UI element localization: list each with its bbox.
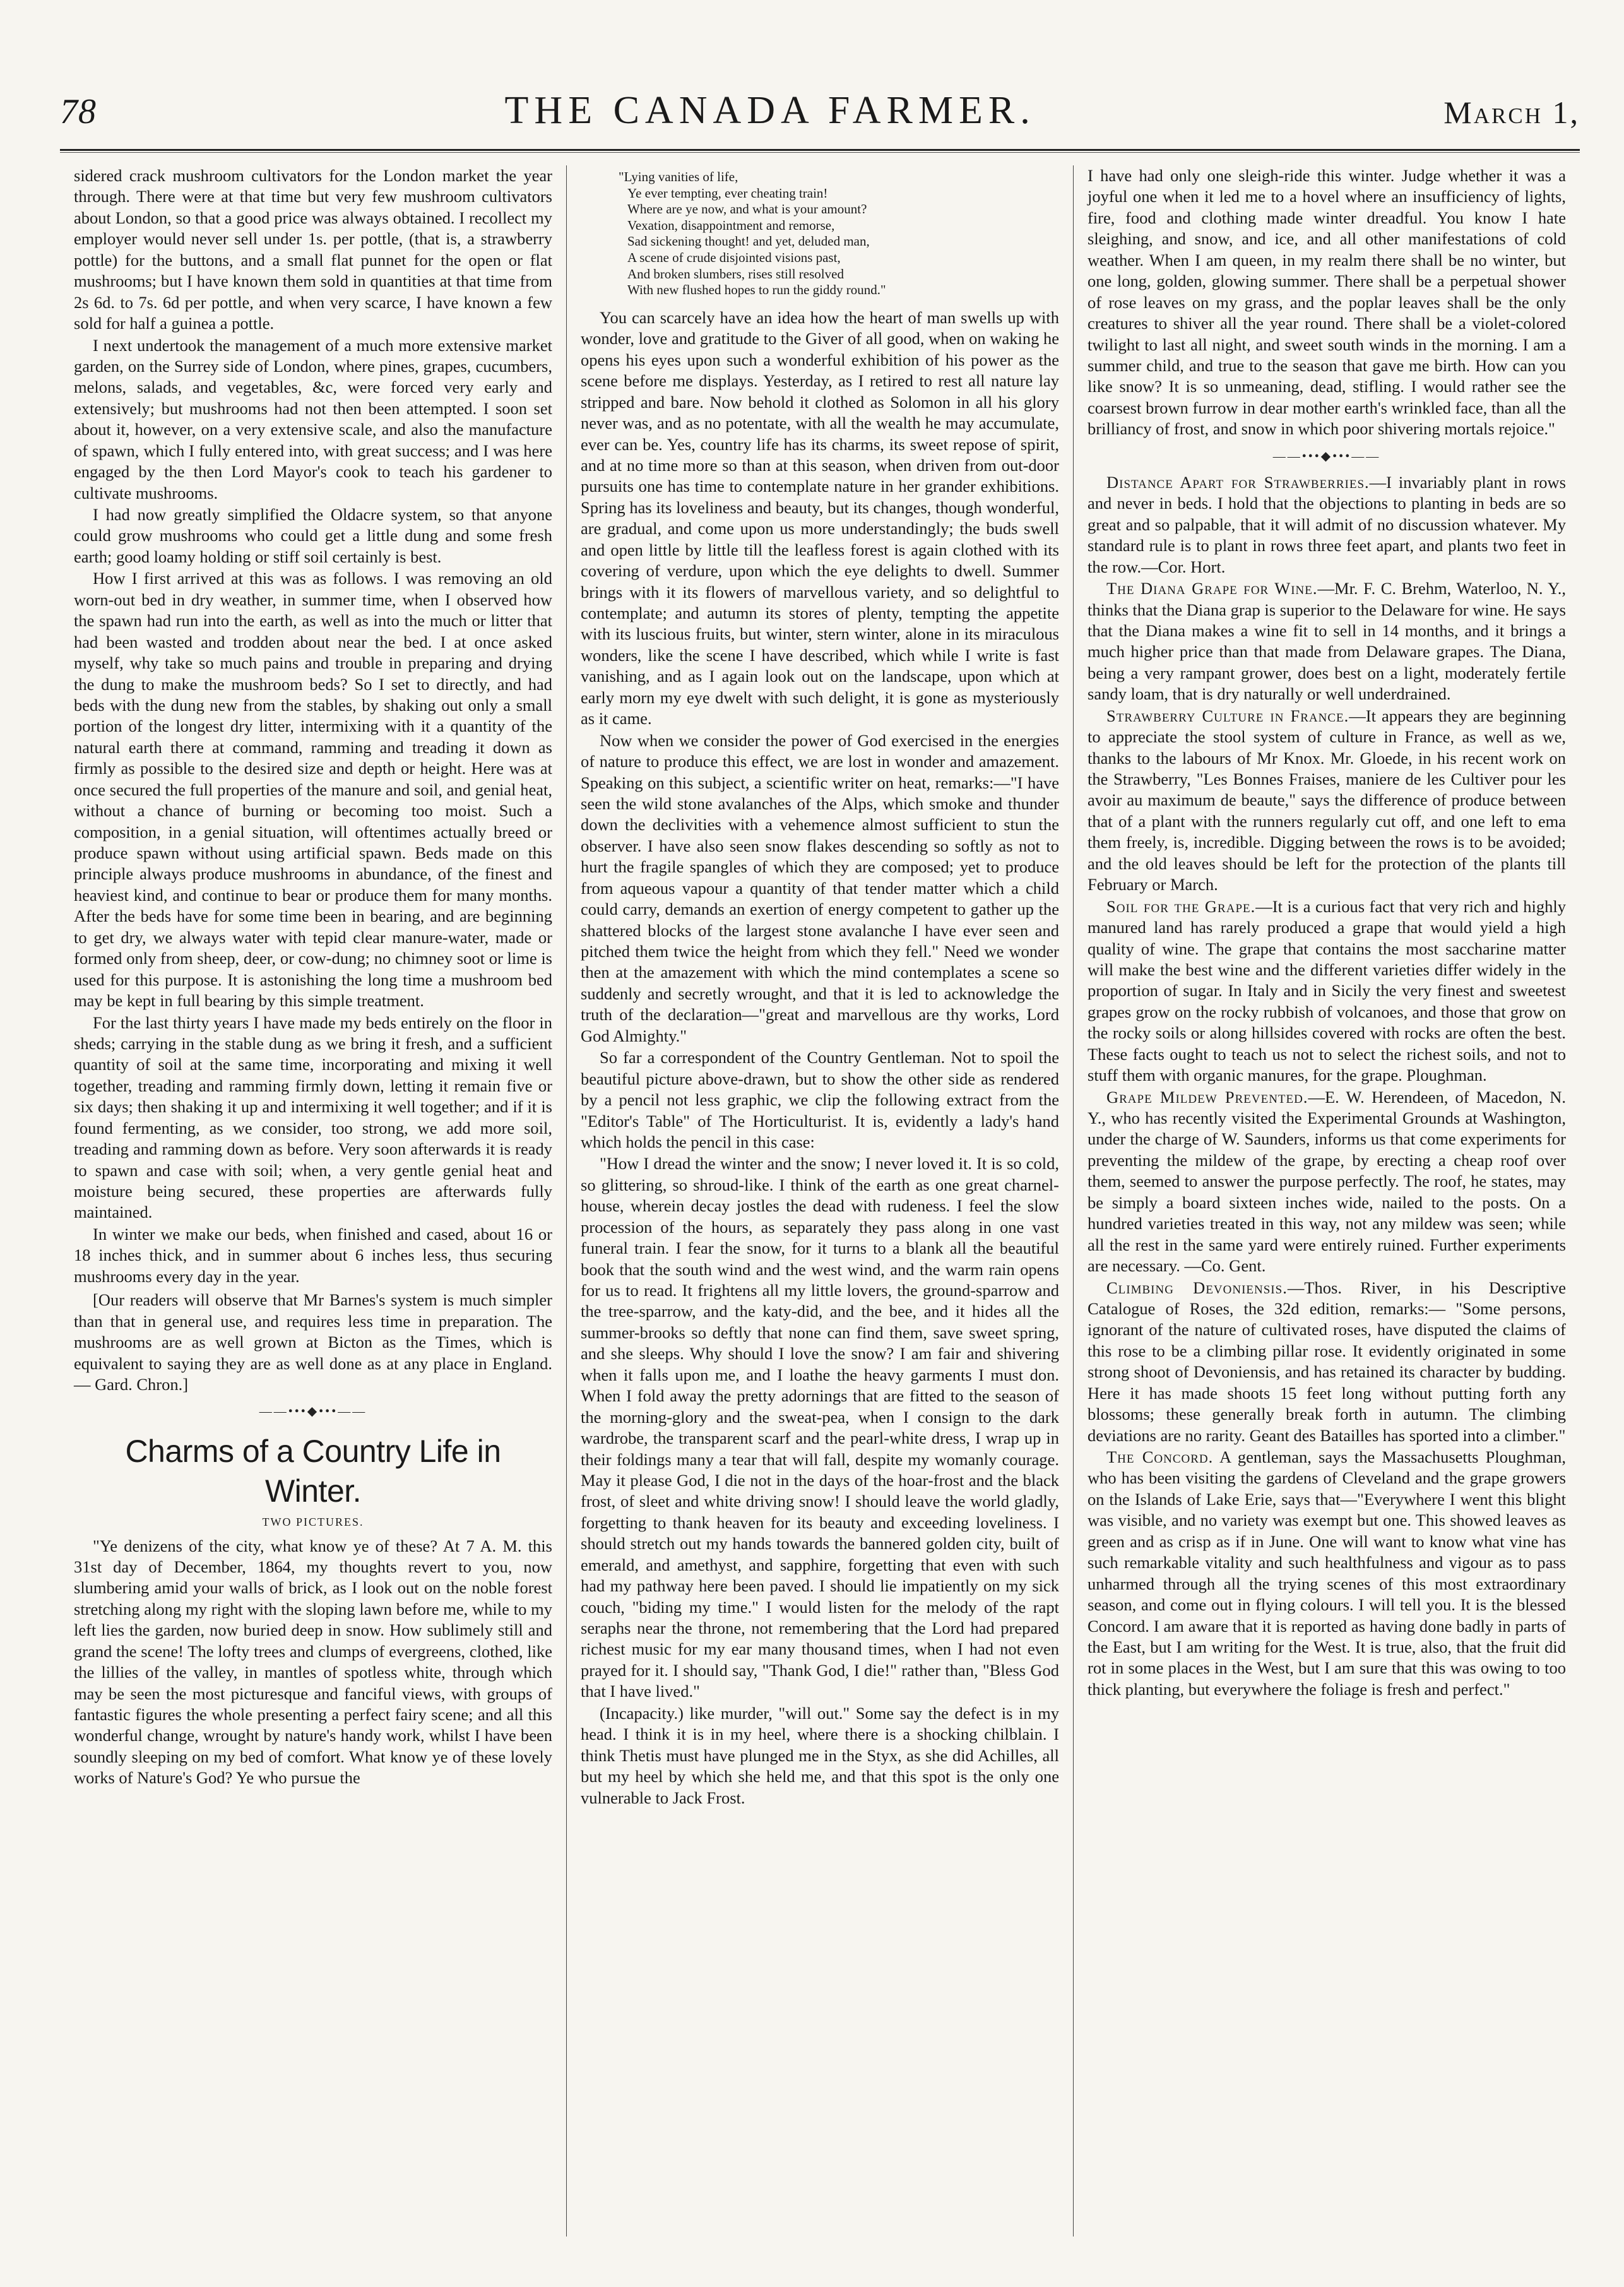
item-title: Soil for the Grape. xyxy=(1106,896,1256,916)
paragraph: (Incapacity.) like murder, "will out." Some say the defect is in my head. I think it is in my heel, where there is a shocking chilblain. I think Thetis must have plunged me in the Styx, as she did Achilles, all but my heel by which she held me, and that this spot is the only one vulnerable to Jack Frost. xyxy=(581,1703,1059,1807)
item-title: The Diana Grape for Wine. xyxy=(1106,579,1318,598)
item-body: —It appears they are beginning to appreciate the stool system of culture in France, as well as we, thanks to the labours of Mr Knox. Mr. Gloede, in his recent work on the Strawberry, "Les Bonnes Fraises, maniere de les Cultiver pour les avoir au maximum de beaute," says the difference of produce between that of a plant with the runners regularly cut off, and one left to ema them freely, is, incredible. Digging between the rows is to be avoided; and the old leaves should be left for the protection of the plants till February or March. xyxy=(1088,706,1566,894)
poem-quote xyxy=(581,169,1059,299)
news-item xyxy=(1088,896,1566,1086)
item-title: The Concord. xyxy=(1106,1447,1214,1467)
item-title: Grape Mildew Prevented. xyxy=(1106,1087,1308,1107)
article-columns xyxy=(60,165,1580,2237)
ornament-divider: ——•••◆•••—— xyxy=(1272,449,1381,463)
paragraph: I have had only one sleigh-ride this winter. Judge whether it was a joyful one when it led me to a hovel where an insufficiency of lights, fire, food and clothing made winter dreadful. You know I hate sleighing, and snow, and ice, and all other manifestations of cold weather. When I am queen, in my realm there shall be no winter, but one long, golden, glowing summer. There shall be a perpetual shower of rose leaves on my grass, and the poplar leaves shall be the only creatures to shiver all the year round. There shall be a violet-colored twilight to last all night, and sweet south winds in the morning. I am a summer child, and true to the season that gave me birth. How can you like snow? It is so unmeaning, dead, stifling. I would rather see the coarsest brown furrow in dear mother earth's wrinkled face, than all the brilliancy of frost, and snow in which poor shivering mortals rejoice." xyxy=(1088,166,1566,439)
article-subheading: TWO PICTURES. xyxy=(262,1515,364,1528)
column-3 xyxy=(1073,165,1580,2237)
poem-line: With new flushed hopes to run the giddy round." xyxy=(627,282,886,298)
poem-line: And broken slumbers, rises still resolved xyxy=(627,266,844,282)
paragraph: For the last thirty years I have made my beds entirely on the floor in sheds; carrying in the stable dung as we bring it fresh, and a sufficient quantity of soil at the same time, incorporating and mixing it well together, treading and ramming firmly down, letting it remain five or six days; then shaking it up and intermixing it well together; and if it is found fermenting, as we consider, too strong, we add more soil, treading and ramming down as before. Very soon afterwards it is ready to spawn and case with soil; when, a very gentle genial heat and moisture being secured, these properties are afterwards fully maintained. xyxy=(74,1013,552,1222)
item-title: Distance Apart for Strawberries. xyxy=(1106,472,1370,492)
column-2 xyxy=(566,165,1073,2237)
column-1 xyxy=(60,165,566,2237)
editor-note: [Our readers will observe that Mr Barnes's system is much simpler than that in general use, and requires less time in preparation. The mushrooms are as well grown at Bicton as the Times, which is equivalent to saying they are as well done as at any place in England. — Gard. Chron.] xyxy=(74,1290,552,1394)
paragraph: How I first arrived at this was as follows. I was removing an old worn-out bed in dry weather, in summer time, when I observed how the spawn had run into the earth, as well as into the much or litter that had been wasted and trodden about near the bed. I at once asked myself, why take so much pains and trouble in preparing and drying the dung to make the mushroom beds? So I set to directly, and had beds with the dung new from the stables, by shaking out only a small portion of the longest dry litter, intermixing with it a quantity of the natural earth there at command, ramming and treading it down as firmly as possible to the desired size and depth or height. Here was at once secured the full properties of the manure and soil, and genial heat, without a chance of burning or becoming too moist. Such a composition, in a genial situation, will oftentimes actually breed or produce spawn without using artificial spawn. Beds made on this principle always produce mushrooms in abundance, of the finest and heaviest kind, and continue to bear or produce them for many months. After the beds have for some time been in bearing, and are beginning to get dry, we always water with tepid clear manure-water, made or formed only from sheep, deer, or cow-dung; no chimney soot or lime is used for this purpose. It is astonishing the long time a mushroom bed may be kept in full bearing by this simple treatment. xyxy=(74,569,552,1011)
item-body: —It is a curious fact that very rich and highly manured land has rarely produced a grape that would yield a high quality of wine. The grape that contains the most saccharine matter will make the best wine and the different varieties differ widely in the proportion of sugar. In Italy and in Sicily the very finest and sweetest grapes grow on the rocky rubbish of volcanoes, and those that grow on the rocky soils or along hillsides covered with rocks are often the best. These facts ought to teach us not to select the richest soils, and not to stuff them with organic manures, for the grape. Ploughman. xyxy=(1088,896,1566,1085)
issue-date: March 1, xyxy=(1443,95,1580,130)
news-item xyxy=(1088,706,1566,896)
poem-line: Vexation, disappointment and remorse, xyxy=(627,217,835,233)
paragraph: I had now greatly simplified the Oldacre system, so that anyone could grow mushrooms who could get a little dung and some fresh earth; good loamy holding or stiff soil certainly is best. xyxy=(74,505,552,566)
news-item xyxy=(1088,578,1566,705)
masthead xyxy=(60,88,1580,145)
paragraph: Now when we consider the power of God exercised in the energies of nature to produce this effect, we are lost in wonder and amazement. Speaking on this subject, a scientific writer on heat, remarks:—"I have seen the wild stone avalanches of the Alps, which smoke and thunder down the declivities with a vehemence almost sufficient to stun the observer. I have also seen snow flakes descending so softly as not to hurt the fragile spangles of which they are composed; yet to produce from aqueous vapour a quantity of that tender matter which a child could carry, demands an exertion of energy competent to gather up the shattered blocks of the largest stone avalanche I have ever seen and pitched them twice the height from which they fell." Need we wonder then at the amazement with which the mind contemplates a scene so suddenly and secretly wrought, and that it is led to acknowledge the truth of the declaration—"great and marvellous are thy works, Lord God Almighty." xyxy=(581,730,1059,1045)
news-item xyxy=(1088,1278,1566,1447)
paragraph: sidered crack mushroom cultivators for the London market the year through. There were at that time but very few mushroom cultivators about London, so that a good price was always obtained. I recollect my employer would never sell under 1s. per pottle, (that is, a strawberry pottle) for the buttons, and a small flat punnet for the open or flat mushrooms; but I have known them sold in quantities at that time from 2s 6d. to 7s. 6d per pottle, and when very scarce, I have known a few sold for half a guinea a pottle. xyxy=(74,166,552,333)
item-body: —E. W. Herendeen, of Macedon, N. Y., who has recently visited the Experimental Grounds at Washington, under the charge of W. Saunders, informs us that come experiments for preventing the mildew of the grape, by erecting a cheap roof over them, seemed to answer the purpose perfectly. The roof, he states, may be simply a board sixteen inches wide, nailed to the posts. On a hundred varieties treated in this way, not any mildew was seen; while all the rest in the same yard were entirely ruined. Further experiments are necessary. —Co. Gent. xyxy=(1088,1087,1566,1276)
header-rule xyxy=(60,149,1580,153)
poem-line: Ye ever tempting, ever cheating train! xyxy=(627,185,828,201)
poem-line: "Lying vanities of life, xyxy=(619,169,738,184)
paragraph: "Ye denizens of the city, what know ye of these? At 7 A. M. this 31st day of December, 1864, my thoughts revert to you, now slumbering amid your walls of brick, as I look out on the noble forest stretching along my right with the sloping lawn before me, while to my left lies the garden, now buried deep in snow. How sublimely still and grand the scene! The lofty trees and clumps of evergreens, clothed, like the lillies of the valley, in mantles of spotless white, through which may be seen the most picturesque and fanciful views, with groups of fantastic figures the whole presenting a perfect fairy scene; and all this wonderful change, wrought by nature's handy work, whilst I have been soundly sleeping on my bed of comfort. What know ye of these lovely works of Nature's God? Ye who pursue the xyxy=(74,1536,552,1788)
paragraph: I next undertook the management of a much more extensive market garden, on the Surrey side of London, where pines, grapes, cucumbers, melons, salads, and vegetables, &c, were forced very early and extensively; but mushrooms had not then been attempted. I soon set about it, however, on a very extensive scale, and also the manufacture of spawn, which I fully entered into, with great success; and I was here engaged by the then Lord Mayor's cook to teach his gardener to cultivate mushrooms. xyxy=(74,335,552,502)
news-item xyxy=(1088,1087,1566,1277)
poem-line: Sad sickening thought! and yet, deluded man, xyxy=(627,234,870,249)
news-item xyxy=(1088,1447,1566,1700)
newspaper-title: THE CANADA FARMER. xyxy=(504,89,1036,132)
item-body: A gentleman, says the Massachusetts Ploughman, who has been visiting the gardens of Cleveland and the grape growers on the Islands of Lake Erie, says that—"Everywhere I went this blight was visible, and no variety was exempt but one. This showed leaves as green and as crisp as if in June. One will want to know what vine has such remarkable vitality and such healthfulness and vigour as to pass unharmed through all the trying scenes of this most extraordinary season, and come out in flying colours. I will tell you. It is the blessed Concord. I am aware that it is reported as having done badly in parts of the East, but I am writing for the West. It is true, also, that the fruit did rot in some places in the West, but I am sure that this was owing to too thick planting, but everywhere the foliage is fresh and perfect." xyxy=(1088,1447,1567,1699)
item-body: —Mr. F. C. Brehm, Waterloo, N. Y., thinks that the Diana grap is superior to the Delaware for wine. He says that the Diana makes a wine fit to sell in 14 months, and it brings a much higher price than that made from Delaware grapes. The Diana, being a very rampant grower, does best on a light, moderately fertile sandy loam, that is dry naturally or well underdrained. xyxy=(1088,579,1567,704)
item-body: —Thos. River, in his Descriptive Catalogue of Roses, the 32d edition, remarks:— "Some persons, ignorant of the nature of cultivated roses, have disputed the claims of this rose to be a climbing pillar rose. It evidently originated in some strong shoot of Devoniensis, and has retained its character by budding. Here it has made shoots 15 feet long without putting forth any blossoms; these generally break forth in autumn. The climbing deviations are no rarity. Geant des Batailles has sported into a climber." xyxy=(1088,1278,1567,1445)
paragraph: You can scarcely have an idea how the heart of man swells up with wonder, love and gratitude to the Giver of all good, when on waking he opens his eyes upon such a wonderful exhibition of his power as the scene before me displays. Yesterday, as I retired to rest all nature lay stripped and bare. Now behold it clothed as Solomon in all his glory never was, and as no potentate, with all the wealth he may accumulate, ever can be. Yes, country life has its charms, its sweet repose of spirit, and at no time more so than at this season, when driven from out-door pursuits one has time to contemplate nature in her grander exhibitions. Spring has its loveliness and beauty, but its changes, though wonderful, are gradual, and come upon us more understandingly; the buds swell and open little by little till the leafless forest is again clothed with its covering of verdure, upon which the eye delights to dwell. Summer brings with it its flowers of marvellous variety, and so delightful to contemplate; and autumn its stores of plenty, tempting the appetite with its luscious fruits, but winter, stern winter, alone in its miraculous wonders, like the scene I have described, which while I write is fast vanishing, and as I again look out on the landscape, upon which at early morn my eye dwelt with such delight, it is gone as mysteriously as it came. xyxy=(581,307,1059,728)
page-number: 78 xyxy=(60,92,97,131)
poem-line: A scene of crude disjointed visions past, xyxy=(627,250,841,266)
poem-line: Where are ye now, and what is your amount? xyxy=(627,201,867,217)
ornament-divider: ——•••◆•••—— xyxy=(259,1405,367,1419)
paragraph: So far a correspondent of the Country Gentleman. Not to spoil the beautiful picture above-drawn, but to show the other side as rendered by a pencil not less graphic, we clip the following extract from the "Editor's Table" of The Horticulturist. It is, evidently a lady's hand which holds the pencil in this case: xyxy=(581,1048,1059,1151)
item-title: Strawberry Culture in France. xyxy=(1106,706,1349,725)
paragraph: In winter we make our beds, when finished and cased, about 16 or 18 inches thick, and in summer about 6 inches less, thus securing mushrooms every day in the year. xyxy=(74,1224,552,1286)
article-heading: Charms of a Country Life in Winter. xyxy=(125,1433,501,1509)
paragraph: "How I dread the winter and the snow; I never loved it. It is so cold, so glittering, so shroud-like. I think of the earth as one great charnel-house, wherein decay jostles the dead with rudeness. I feel the slow procession of the hours, as separately they pass along in one vast funeral train. I fear the snow, for it turns to a blank all the beautiful book that the south wind and the west wind, and the warm rain opens for us to read. It frightens all my little lovers, the ground-sparrow and the tree-sparrow, and the katy-did, and the bee, and it hides all the summer-brooks so deftly that none can find them, save sweet spring, and she sleeps. Why should I love the snow? I am fair and shivering when it falls upon me, and I loathe the heavy garments I must don. When I fold away the pretty adornings that are fitted to the season of the morning-glory and the sweat-pea, when I consign to the dark wardrobe, the transparent scarf and the pearl-white dress, I wrap up in their foldings many a tear that will fall, despite my womanly courage. May it please God, I die not in the days of the hoar-frost and the black frost, of sleet and white driving snow! I should leave the world gladly, forgetting to thank heaven for its beauty and exceeding loveliness. I should stretch out my hands towards the bannered golden city, built of emerald, and amethyst, and sapphire, forgetting that even with such had my pathway here been paved. I should lie impatiently on my sick couch, "biding my time." I would listen for the melody of the rapt seraphs near the throne, not remembering that the Lord had prepared richest music for my ear many thousand times, when I had not even prayed for it. I should say, "Thank God, I die!" rather than, "Bless God that I have lived." xyxy=(581,1154,1059,1701)
item-body: —I invariably plant in rows and never in beds. I hold that the objections to planting in beds are so great and so palpable, that it will admit of no discussion whatever. My standard rule is to plant in rows three feet apart, and plants two feet in the row.—Cor. Hort. xyxy=(1088,472,1566,576)
news-item xyxy=(1088,472,1566,578)
item-title: Climbing Devoniensis. xyxy=(1106,1278,1288,1297)
